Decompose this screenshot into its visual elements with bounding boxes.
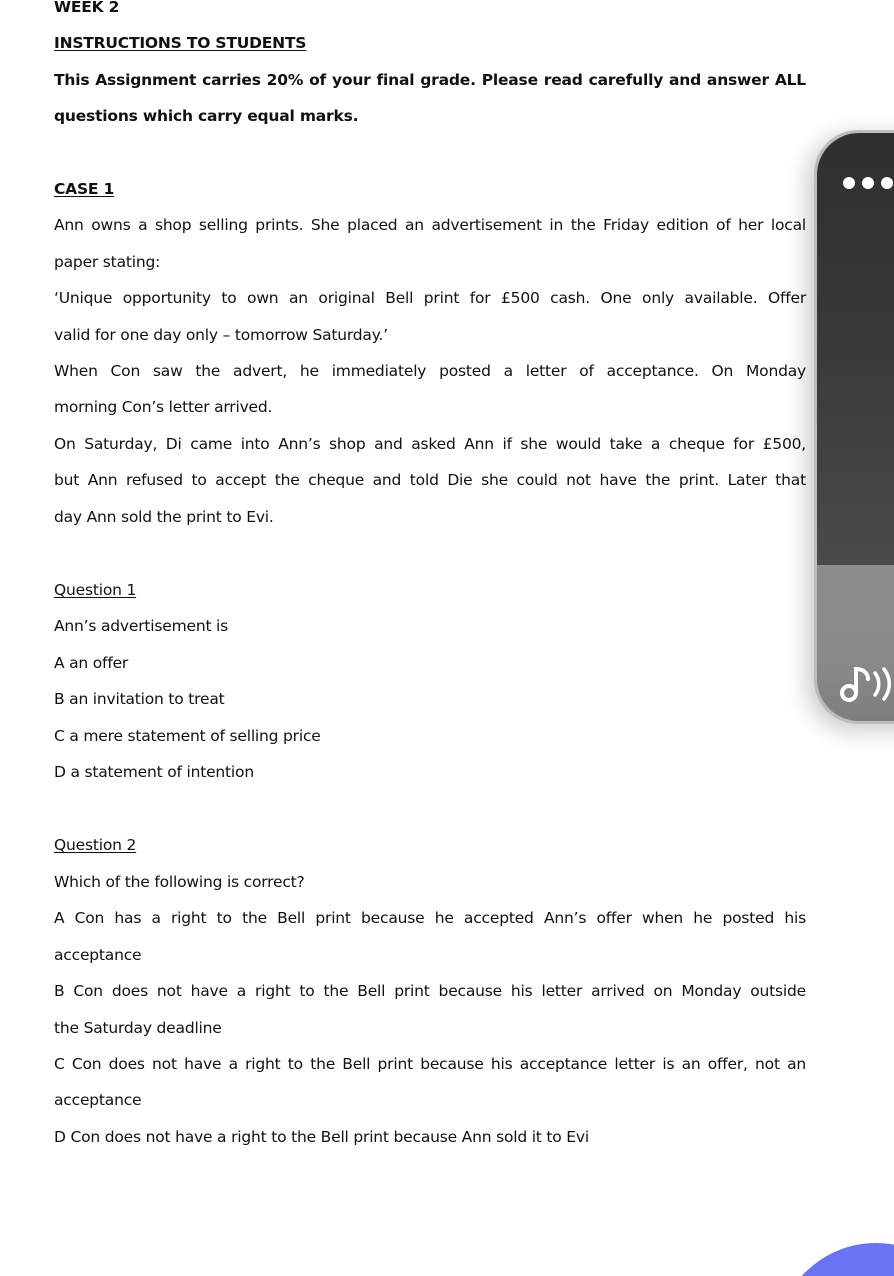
case-text-line: day Ann sold the print to Evi.	[54, 508, 274, 526]
question2-option-line: A Con has a right to the Bell print because he accepted Ann’s offer when he posted his	[54, 909, 806, 927]
question2-heading: Question 2	[54, 836, 137, 854]
case-heading: CASE 1	[54, 180, 115, 198]
floating-side-toolbar	[814, 130, 894, 724]
read-aloud-button[interactable]	[817, 565, 894, 721]
case-text-line: but Ann refused to accept the cheque and told Die she could not have the print. Later that	[54, 471, 806, 489]
question2-option-line: B Con does not have a right to the Bell print because his letter arrived on Monday outside	[54, 982, 806, 1000]
question1-option: C a mere statement of selling price	[54, 727, 321, 745]
more-options-button[interactable]	[817, 133, 894, 565]
question2-option-line: acceptance	[54, 1091, 142, 1109]
instructions-heading: INSTRUCTIONS TO STUDENTS	[54, 34, 307, 52]
question1-option: B an invitation to treat	[54, 690, 225, 708]
question2-option-line: C Con does not have a right to the Bell print because his acceptance letter is an offer, not an	[54, 1055, 806, 1073]
question2-option-line: acceptance	[54, 946, 142, 964]
question1-heading: Question 1	[54, 581, 137, 599]
question2-option-line: D Con does not have a right to the Bell print because Ann sold it to Evi	[54, 1128, 589, 1146]
music-note-sound-icon	[839, 661, 894, 705]
question2-option-line: the Saturday deadline	[54, 1019, 222, 1037]
week-label: WEEK 2	[54, 0, 120, 16]
question1-option: A an offer	[54, 654, 129, 672]
instructions-text-line: This Assignment carries 20% of your final grade. Please read carefully and answer ALL	[54, 71, 806, 89]
case-text-line: valid for one day only – tomorrow Saturday.’	[54, 326, 388, 344]
question1-stem: Ann’s advertisement is	[54, 617, 229, 635]
case-text-line: On Saturday, Di came into Ann’s shop and asked Ann if she would take a cheque for £500,	[54, 435, 806, 453]
instructions-text-line: questions which carry equal marks.	[54, 107, 359, 125]
case-text-line: Ann owns a shop selling prints. She placed an advertisement in the Friday edition of her local	[54, 216, 806, 234]
case-text-line: When Con saw the advert, he immediately posted a letter of acceptance. On Monday	[54, 362, 806, 380]
more-dots-icon	[843, 177, 893, 189]
case-text-line: paper stating:	[54, 253, 161, 271]
floating-action-button[interactable]	[776, 1243, 894, 1276]
case-text-line: ‘Unique opportunity to own an original Bell print for £500 cash. One only available. Offer	[54, 289, 806, 307]
question1-option: D a statement of intention	[54, 763, 254, 781]
question2-stem: Which of the following is correct?	[54, 873, 305, 891]
case-text-line: morning Con’s letter arrived.	[54, 398, 273, 416]
